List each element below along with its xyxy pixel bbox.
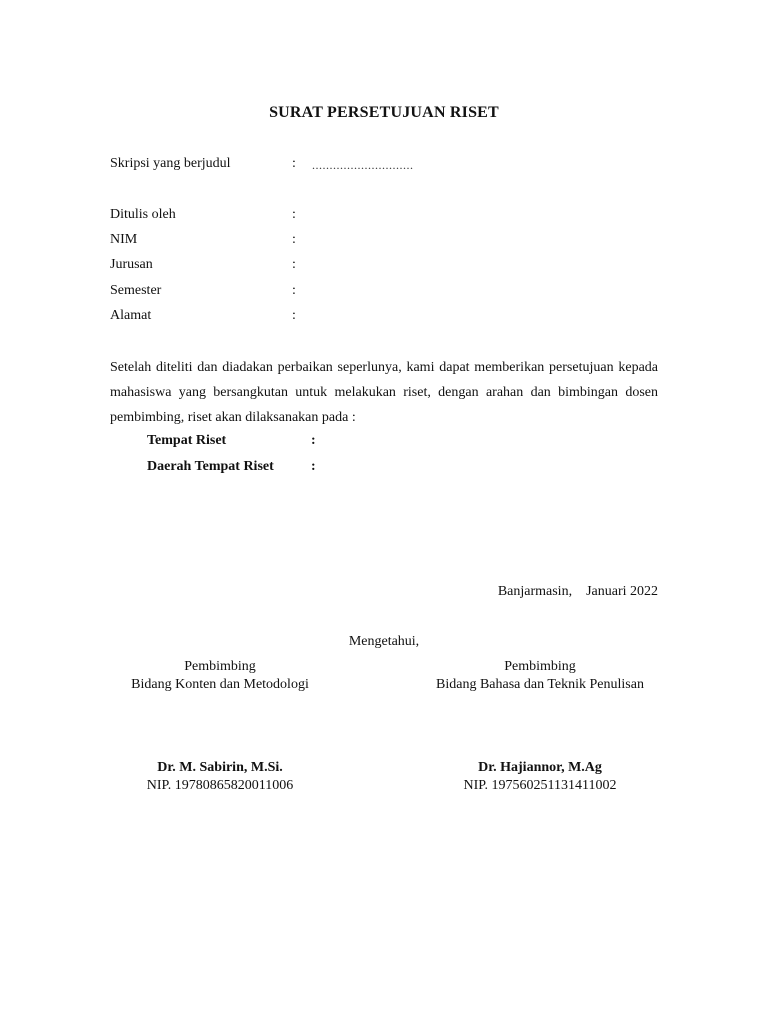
left-sig-name: Dr. M. Sabirin, M.Si. (157, 760, 283, 775)
field-colon-semester: : (292, 283, 296, 298)
field-colon-jurusan: : (292, 257, 296, 272)
research-colon-tempat: : (311, 433, 316, 448)
field-colon-nim: : (292, 232, 296, 247)
field-colon-alamat: : (292, 308, 296, 323)
left-sig-field: Bidang Konten dan Metodologi (131, 677, 309, 692)
research-colon-daerah: : (311, 459, 316, 474)
mengetahui-label: Mengetahui, (348, 634, 420, 649)
field-colon-skripsi: : (292, 156, 296, 171)
right-sig-name: Dr. Hajiannor, M.Ag (478, 760, 602, 775)
research-label-tempat: Tempat Riset (147, 433, 227, 448)
field-label-nim: NIM (110, 232, 138, 247)
place-date: Banjarmasin, Januari 2022 (497, 584, 658, 599)
left-sig-role: Pembimbing (184, 659, 256, 674)
field-label-semester: Semester (110, 283, 162, 298)
field-label-ditulis: Ditulis oleh (110, 207, 176, 222)
field-colon-ditulis: : (292, 207, 296, 222)
field-label-jurusan: Jurusan (110, 257, 153, 272)
field-label-skripsi: Skripsi yang berjudul (110, 156, 231, 171)
field-value-skripsi: ............................. (312, 158, 414, 172)
field-label-alamat: Alamat (110, 308, 152, 323)
right-sig-nip: NIP. 197560251131411002 (463, 778, 617, 793)
research-label-daerah: Daerah Tempat Riset (147, 459, 274, 474)
left-sig-nip: NIP. 19780865820011006 (146, 778, 294, 793)
document-title: SURAT PERSETUJUAN RISET (269, 104, 499, 121)
right-sig-role: Pembimbing (504, 659, 576, 674)
right-sig-field: Bidang Bahasa dan Teknik Penulisan (436, 677, 644, 692)
body-paragraph: Setelah diteliti dan diadakan perbaikan seperlunya, kami dapat memberikan persetujuan kepada mahasiswa yang bersangkutan untuk melakukan riset, dengan arahan dan bimbingan dosen pembimbing, riset akan dilaksanakan pada : (110, 360, 658, 425)
